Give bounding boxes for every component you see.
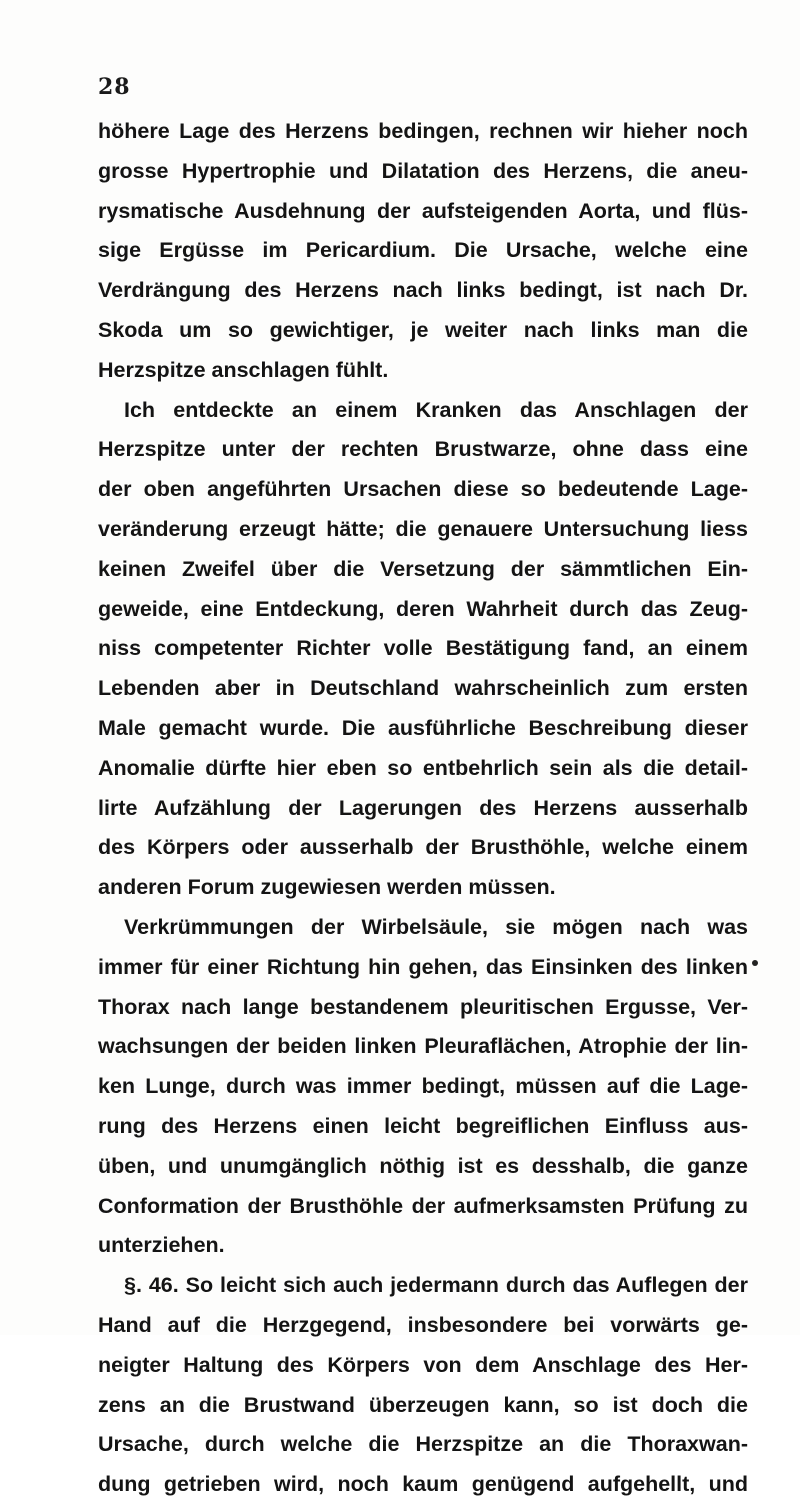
text-line: Verkrümmungen der Wirbelsäule, sie mögen nach was xyxy=(124,914,748,939)
text-line: Lebenden aber in Deutschland wahrscheinlich zum ersten xyxy=(98,676,748,701)
page-number: 28 xyxy=(98,74,131,100)
margin-ink-dot xyxy=(752,960,758,966)
text-line: rung des Herzens einen leicht begreiflichen Einfluss aus- xyxy=(98,1113,748,1138)
text-line: üben, und unumgänglich nöthig ist es desshalb, die ganze xyxy=(98,1153,748,1178)
text-line: Ich entdeckte an einem Kranken das Anschlagen der xyxy=(124,397,748,422)
body-text xyxy=(98,112,748,1505)
text-line: Conformation der Brusthöhle der aufmerksamsten Prüfung zu xyxy=(98,1193,748,1218)
text-line: Ursache, durch welche die Herzspitze an die Thoraxwan- xyxy=(98,1432,748,1457)
text-line: neigter Haltung des Körpers von dem Anschlage des Her- xyxy=(98,1352,748,1377)
text-line: niss competenter Richter volle Bestätigung fand, an einem xyxy=(98,636,748,661)
text-line: höhere Lage des Herzens bedingen, rechnen wir hieher noch xyxy=(98,119,748,143)
text-line: des Körpers oder ausserhalb der Brusthöhle, welche einem xyxy=(98,835,748,860)
text-line: Male gemacht wurde. Die ausführliche Beschreibung dieser xyxy=(98,715,748,740)
text-line: anderen Forum zugewiesen werden müssen. xyxy=(98,875,556,900)
text-line: keinen Zweifel über die Versetzung der sämmtlichen Ein- xyxy=(98,556,748,581)
text-line: unterziehen. xyxy=(98,1233,225,1258)
text-line: rysmatische Ausdehnung der aufsteigenden Aorta, und flüs- xyxy=(98,198,748,223)
text-line: der oben angeführten Ursachen diese so bedeutende Lage- xyxy=(98,477,748,502)
text-line: Herzspitze anschlagen fühlt. xyxy=(98,357,389,382)
text-line: dung getrieben wird, noch kaum genügend aufgehellt, und xyxy=(98,1472,748,1497)
text-line: Hand auf die Herzgegend, insbesondere bei vorwärts ge- xyxy=(98,1312,748,1337)
text-line: geweide, eine Entdeckung, deren Wahrheit durch das Zeug- xyxy=(98,596,748,621)
text-line: wachsungen der beiden linken Pleuraflächen, Atrophie der lin- xyxy=(98,1034,748,1059)
text-line: Thorax nach lange bestandenem pleuritischen Ergusse, Ver- xyxy=(98,994,748,1019)
text-line: Skoda um so gewichtiger, je weiter nach links man die xyxy=(98,317,748,342)
text-line: Verdrängung des Herzens nach links bedingt, ist nach Dr. xyxy=(98,278,748,303)
text-line: Herzspitze unter der rechten Brustwarze, ohne dass eine xyxy=(98,437,748,462)
text-line: grosse Hypertrophie und Dilatation des Herzens, die aneu- xyxy=(98,158,748,183)
text-line: §. 46. So leicht sich auch jedermann durch das Auflegen der xyxy=(124,1273,748,1298)
text-line: ken Lunge, durch was immer bedingt, müssen auf die Lage- xyxy=(98,1074,748,1099)
text-line: sige Ergüsse im Pericardium. Die Ursache, welche eine xyxy=(98,238,748,263)
text-line: Anomalie dürfte hier eben so entbehrlich sein als die detail- xyxy=(98,755,748,780)
text-line: veränderung erzeugt hätte; die genauere Untersuchung liess xyxy=(98,516,748,541)
text-line: lirte Aufzählung der Lagerungen des Herzens ausserhalb xyxy=(98,795,748,820)
text-line: zens an die Brustwand überzeugen kann, so ist doch die xyxy=(98,1392,748,1417)
text-line: immer für einer Richtung hin gehen, das Einsinken des linken xyxy=(98,954,748,979)
